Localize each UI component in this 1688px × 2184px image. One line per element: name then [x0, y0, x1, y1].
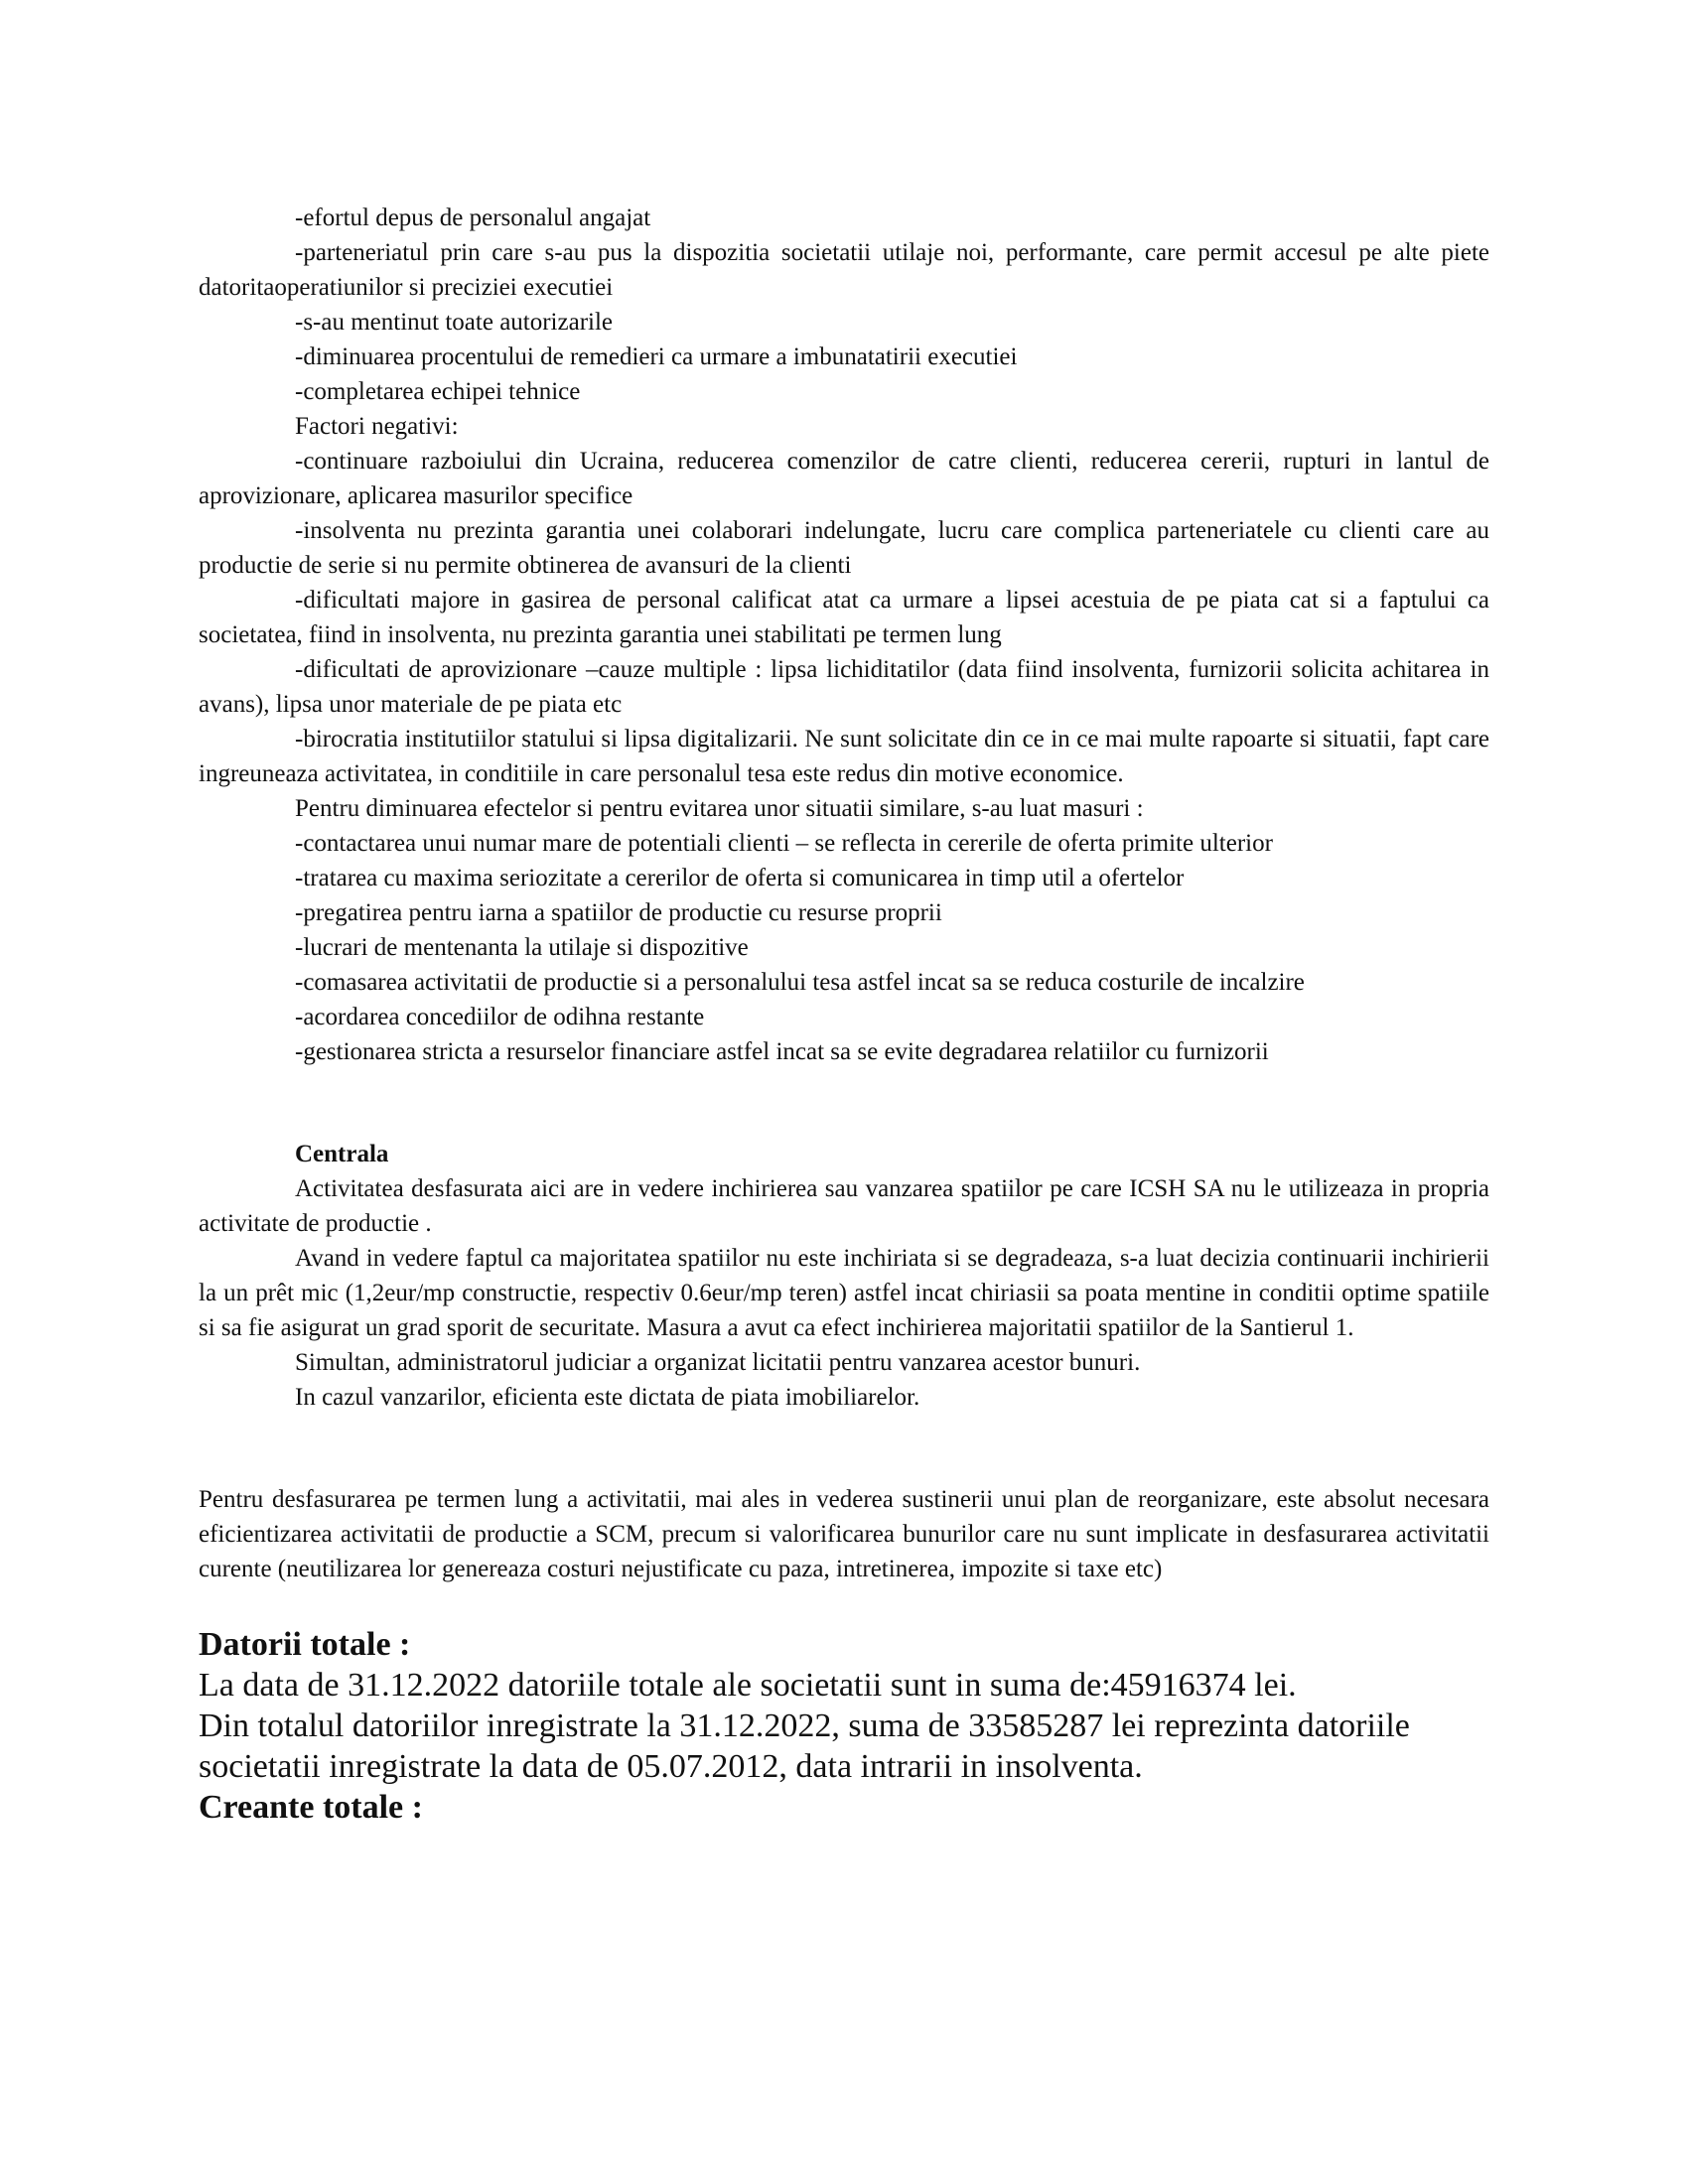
- spacer: [199, 1069, 1489, 1137]
- factori-negativi-label: Factori negativi:: [295, 413, 459, 440]
- item-autorizari: -s-au mentinut toate autorizarile: [295, 309, 614, 336]
- item-echipa-tehnica: -completarea echipei tehnice: [295, 378, 581, 405]
- datorii-heading: Datorii totale :: [199, 1626, 411, 1663]
- item-mentenanta: -lucrari de mentenanta la utilaje si dispozitive: [295, 934, 749, 961]
- item-efort: -efortul depus de personalul angajat: [295, 205, 651, 231]
- centrala-paragraph-2: Avand in vedere faptul ca majoritatea spatiilor nu este inchiriata si se degradeaza, s-a luat decizia continuarii inchirierii la un prêt mic (1,2eur/mp constructie, respectiv 0.6eur/mp teren) astfel incat chiriasii sa poata mentine in conditii optime spatiile si sa fie asigurat un grad sporit de securitate. Masura a avut ca efect inchirierea majoritatii spatiilor de la Santierul 1.: [199, 1245, 1489, 1341]
- item-contactare: -contactarea unui numar mare de potentiali clienti – se reflecta in cererile de oferta primite ulterior: [295, 830, 1273, 857]
- centrala-paragraph-4: In cazul vanzarilor, eficienta este dictata de piata imobiliarelor.: [295, 1384, 920, 1411]
- item-tratare-oferte: -tratarea cu maxima seriozitate a cererilor de oferta si comunicarea in timp util a ofertelor: [295, 865, 1185, 891]
- item-parteneriat: -parteneriatul prin care s-au pus la dispozitia societatii utilaje noi, performante, care permit accesul pe alte piete datoritaoperatiunilor si preciziei executiei: [199, 239, 1489, 301]
- closing-paragraph: Pentru desfasurarea pe termen lung a activitatii, mai ales in vederea sustinerii unui plan de reorganizare, este absolut necesara eficientizarea activitatii de productie a SCM, precum si valorificarea bunurilor care nu sunt implicate in desfasurarea activitatii curente (neutilizarea lor genereaza costuri nejustificate cu paza, intretinerea, impozite si taxe etc): [199, 1486, 1489, 1582]
- centrala-paragraph-3: Simultan, administratorul judiciar a organizat licitatii pentru vanzarea acestor bunuri.: [295, 1349, 1141, 1376]
- centrala-heading: Centrala: [295, 1141, 389, 1167]
- item-razboi: -continuare razboiului din Ucraina, reducerea comenzilor de catre clienti, reducerea cererii, rupturi in lantul de aprovizionare, aplicarea masurilor specifice: [199, 448, 1489, 509]
- masuri-intro: Pentru diminuarea efectelor si pentru evitarea unor situatii similare, s-au luat masuri :: [295, 795, 1144, 822]
- item-aprovizionare: -dificultati de aprovizionare –cauze multiple : lipsa lichiditatilor (data fiind insolventa, furnizorii solicita achitarea in avans), lipsa unor materiale de pe piata etc: [199, 656, 1489, 718]
- datorii-line-2: Din totalul datoriilor inregistrate la 31.12.2022, suma de 33585287 lei reprezinta datoriile societatii inregistrate la data de 05.07.2012, data intrarii in insolventa.: [199, 1707, 1410, 1785]
- item-gestionare: -gestionarea stricta a resurselor financiare astfel incat sa se evite degradarea relatiilor cu furnizorii: [295, 1038, 1269, 1065]
- document-page: [199, 201, 1489, 1828]
- item-comasare: -comasarea activitatii de productie si a personalului tesa astfel incat sa se reduca costurile de incalzire: [295, 969, 1305, 996]
- item-birocratie: -birocratia institutiilor statului si lipsa digitalizarii. Ne sunt solicitate din ce in ce mai multe rapoarte si situatii, fapt care ingreuneaza activitatea, in conditiile in care personalul tesa este redus din motive economice.: [199, 726, 1489, 787]
- spacer: [199, 1586, 1489, 1624]
- spacer: [199, 1415, 1489, 1482]
- item-concedii: -acordarea concediilor de odihna restante: [295, 1004, 705, 1030]
- item-remedieri: -diminuarea procentului de remedieri ca urmare a imbunatatirii executiei: [295, 343, 1018, 370]
- creante-heading: Creante totale :: [199, 1789, 423, 1826]
- datorii-line-1: La data de 31.12.2022 datoriile totale ale societatii sunt in suma de:45916374 lei.: [199, 1667, 1297, 1704]
- centrala-paragraph-1: Activitatea desfasurata aici are in vedere inchirierea sau vanzarea spatiilor pe care ICSH SA nu le utilizeaza in propria activitate de productie .: [199, 1175, 1489, 1237]
- item-insolventa: -insolventa nu prezinta garantia unei colaborari indelungate, lucru care complica parteneriatele cu clienti care au productie de serie si nu permite obtinerea de avansuri de la clienti: [199, 517, 1489, 579]
- item-pregatire-iarna: -pregatirea pentru iarna a spatiilor de productie cu resurse proprii: [295, 899, 942, 926]
- item-personal: -dificultati majore in gasirea de personal calificat atat ca urmare a lipsei acestuia de pe piata cat si a faptului ca societatea, fiind in insolventa, nu prezinta garantia unei stabilitati pe termen lung: [199, 587, 1489, 648]
